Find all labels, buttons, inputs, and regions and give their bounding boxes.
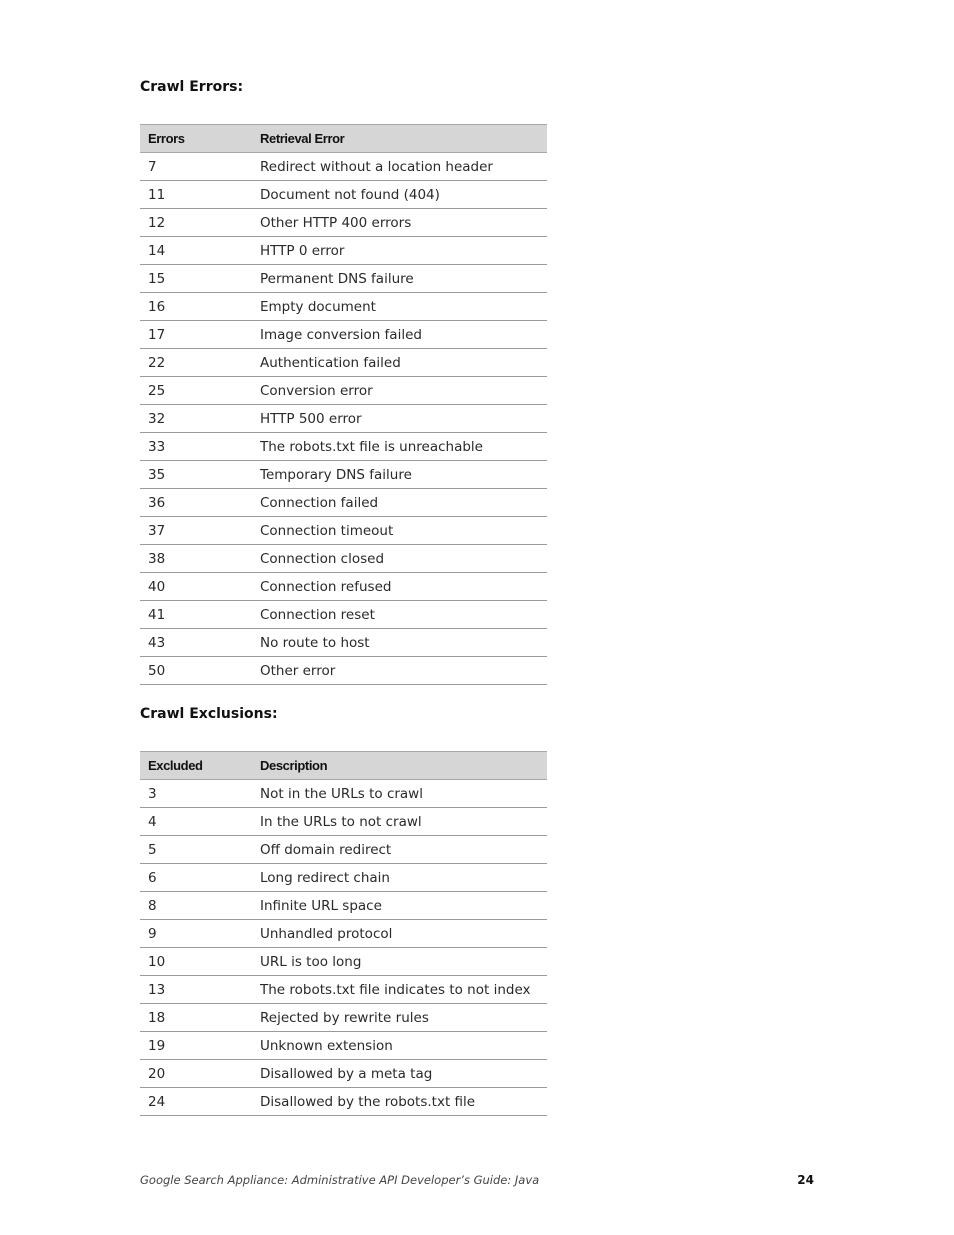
description-cell: Authentication failed — [252, 349, 547, 377]
code-cell: 9 — [140, 920, 252, 948]
description-cell: Empty document — [252, 293, 547, 321]
table-row — [140, 209, 547, 237]
code-cell: 7 — [140, 153, 252, 181]
table-row — [140, 489, 547, 517]
column-header-errors: Errors — [140, 125, 252, 153]
code-cell: 32 — [140, 405, 252, 433]
table-row — [140, 573, 547, 601]
table-row — [140, 836, 547, 864]
table-header-row — [140, 752, 547, 780]
table-row — [140, 601, 547, 629]
description-cell: Infinite URL space — [252, 892, 547, 920]
code-cell: 8 — [140, 892, 252, 920]
table-row — [140, 321, 547, 349]
description-cell: Connection reset — [252, 601, 547, 629]
description-cell: Conversion error — [252, 377, 547, 405]
code-cell: 33 — [140, 433, 252, 461]
table-row — [140, 657, 547, 685]
code-cell: 25 — [140, 377, 252, 405]
table-row — [140, 237, 547, 265]
description-cell: Document not found (404) — [252, 181, 547, 209]
table-row — [140, 1032, 547, 1060]
code-cell: 41 — [140, 601, 252, 629]
table-row — [140, 433, 547, 461]
description-cell: In the URLs to not crawl — [252, 808, 547, 836]
description-cell: Connection closed — [252, 545, 547, 573]
crawl-errors-heading: Crawl Errors: — [140, 79, 244, 95]
table-row — [140, 1088, 547, 1116]
description-cell: HTTP 500 error — [252, 405, 547, 433]
table-row — [140, 892, 547, 920]
description-cell: Other HTTP 400 errors — [252, 209, 547, 237]
description-cell: Image conversion failed — [252, 321, 547, 349]
code-cell: 6 — [140, 864, 252, 892]
description-cell: Unhandled protocol — [252, 920, 547, 948]
code-cell: 16 — [140, 293, 252, 321]
code-cell: 3 — [140, 780, 252, 808]
description-cell: Permanent DNS failure — [252, 265, 547, 293]
table-row — [140, 405, 547, 433]
table-row — [140, 1004, 547, 1032]
code-cell: 15 — [140, 265, 252, 293]
code-cell: 12 — [140, 209, 252, 237]
table-row — [140, 629, 547, 657]
code-cell: 40 — [140, 573, 252, 601]
table-row — [140, 545, 547, 573]
footer-document-title: Google Search Appliance: Administrative API Developer’s Guide: Java — [140, 1173, 540, 1187]
code-cell: 14 — [140, 237, 252, 265]
description-cell: Connection failed — [252, 489, 547, 517]
code-cell: 4 — [140, 808, 252, 836]
description-cell: Disallowed by a meta tag — [252, 1060, 547, 1088]
column-header-excluded: Excluded — [140, 752, 252, 780]
description-cell: The robots.txt file is unreachable — [252, 433, 547, 461]
description-cell: Connection timeout — [252, 517, 547, 545]
code-cell: 38 — [140, 545, 252, 573]
code-cell: 5 — [140, 836, 252, 864]
description-cell: The robots.txt file indicates to not index — [252, 976, 547, 1004]
table-row — [140, 1060, 547, 1088]
column-header-description: Description — [252, 752, 547, 780]
code-cell: 11 — [140, 181, 252, 209]
code-cell: 50 — [140, 657, 252, 685]
description-cell: Other error — [252, 657, 547, 685]
code-cell: 22 — [140, 349, 252, 377]
code-cell: 35 — [140, 461, 252, 489]
description-cell: Not in the URLs to crawl — [252, 780, 547, 808]
code-cell: 36 — [140, 489, 252, 517]
code-cell: 24 — [140, 1088, 252, 1116]
table-row — [140, 349, 547, 377]
crawl-exclusions-table — [140, 751, 547, 1116]
description-cell: Rejected by rewrite rules — [252, 1004, 547, 1032]
table-row — [140, 461, 547, 489]
table-row — [140, 948, 547, 976]
code-cell: 19 — [140, 1032, 252, 1060]
table-row — [140, 265, 547, 293]
code-cell: 17 — [140, 321, 252, 349]
description-cell: No route to host — [252, 629, 547, 657]
column-header-retrieval-error: Retrieval Error — [252, 125, 547, 153]
code-cell: 43 — [140, 629, 252, 657]
code-cell: 20 — [140, 1060, 252, 1088]
code-cell: 37 — [140, 517, 252, 545]
crawl-exclusions-table-body — [140, 780, 547, 1116]
table-header-row — [140, 125, 547, 153]
description-cell: Redirect without a location header — [252, 153, 547, 181]
table-row — [140, 976, 547, 1004]
description-cell: URL is too long — [252, 948, 547, 976]
crawl-exclusions-heading: Crawl Exclusions: — [140, 706, 278, 722]
description-cell: Temporary DNS failure — [252, 461, 547, 489]
description-cell: HTTP 0 error — [252, 237, 547, 265]
footer-page-number: 24 — [797, 1173, 814, 1187]
description-cell: Disallowed by the robots.txt file — [252, 1088, 547, 1116]
description-cell: Connection refused — [252, 573, 547, 601]
table-row — [140, 920, 547, 948]
table-row — [140, 181, 547, 209]
table-row — [140, 517, 547, 545]
table-row — [140, 377, 547, 405]
table-row — [140, 780, 547, 808]
table-row — [140, 293, 547, 321]
crawl-errors-table — [140, 124, 547, 685]
code-cell: 18 — [140, 1004, 252, 1032]
description-cell: Off domain redirect — [252, 836, 547, 864]
crawl-errors-table-body — [140, 153, 547, 685]
code-cell: 10 — [140, 948, 252, 976]
table-row — [140, 808, 547, 836]
description-cell: Long redirect chain — [252, 864, 547, 892]
table-row — [140, 864, 547, 892]
description-cell: Unknown extension — [252, 1032, 547, 1060]
table-row — [140, 153, 547, 181]
code-cell: 13 — [140, 976, 252, 1004]
